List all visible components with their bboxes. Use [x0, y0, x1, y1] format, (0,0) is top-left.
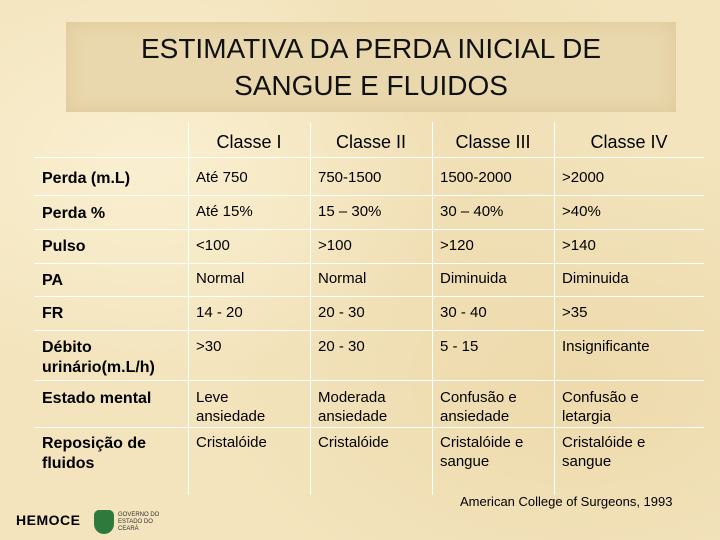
- table-cell: 20 - 30: [318, 338, 365, 355]
- table-cell: Até 15%: [196, 203, 253, 220]
- source-citation: American College of Surgeons, 1993: [460, 494, 673, 509]
- table-cell: Cristalóide: [196, 434, 267, 451]
- column-divider: [310, 122, 311, 495]
- table-cell: >35: [562, 304, 588, 321]
- table-cell: Leve ansiedade: [196, 389, 266, 425]
- row-label: FR: [42, 305, 64, 322]
- table-cell: <100: [196, 237, 230, 254]
- column-divider: [554, 122, 555, 495]
- table-cell: Até 750: [196, 169, 248, 186]
- table-cell: 5 - 15: [440, 338, 479, 355]
- header-classe-2: Classe II: [335, 132, 407, 152]
- row-label: Perda %: [42, 205, 106, 222]
- table-cell: >2000: [562, 169, 605, 186]
- table-cell: >30: [196, 338, 222, 355]
- table-cell: Cristalóide: [318, 434, 389, 451]
- table-cell: Moderada ansiedade: [318, 389, 388, 425]
- table-cell: >140: [562, 237, 596, 254]
- title-line-2: SANGUE E FLUIDOS: [234, 70, 508, 101]
- table-cell: >100: [318, 237, 352, 254]
- footer-logos: [10, 508, 160, 536]
- table-cell: Confusão e ansiedade: [440, 389, 517, 425]
- table-cell: Diminuida: [440, 270, 507, 287]
- row-divider: [34, 229, 704, 230]
- row-label: Pulso: [42, 238, 86, 255]
- row-label: Estado mental: [42, 390, 152, 407]
- government-logo: GOVERNO DO ESTADO DO CEARÁ: [118, 512, 160, 532]
- table-cell: Cristalóide e sangue: [440, 434, 524, 470]
- row-divider: [34, 195, 704, 196]
- table-cell: >120: [440, 237, 474, 254]
- table-cell: Cristalóide e sangue: [562, 434, 646, 470]
- title-box: [66, 22, 676, 112]
- row-divider: [34, 157, 704, 158]
- page-title: [101, 30, 641, 104]
- table-cell: 30 - 40: [440, 304, 487, 321]
- row-label: Reposição de fluidos: [42, 435, 147, 472]
- row-divider: [34, 427, 704, 428]
- table-cell: Normal: [318, 270, 367, 287]
- header-classe-3: Classe III: [455, 132, 531, 152]
- state-seal-icon: [94, 510, 114, 534]
- blood-loss-table: [34, 122, 704, 495]
- table-cell: Diminuida: [562, 270, 629, 287]
- title-line-1: ESTIMATIVA DA PERDA INICIAL DE: [140, 33, 602, 64]
- row-divider: [34, 263, 704, 264]
- row-divider: [34, 330, 704, 331]
- row-label: Perda (m.L): [42, 170, 131, 187]
- header-classe-4: Classe IV: [590, 132, 668, 152]
- table-cell: 750-1500: [318, 169, 382, 186]
- row-label: Débito urinário(m.L/h): [42, 339, 155, 376]
- table-cell: >40%: [562, 203, 601, 220]
- table-cell: 15 – 30%: [318, 203, 382, 220]
- row-divider: [34, 296, 704, 297]
- table-cell: Confusão e letargia: [562, 389, 639, 425]
- table-cell: Normal: [196, 270, 245, 287]
- row-divider: [34, 380, 704, 381]
- hemoce-logo: HEMOCE: [16, 512, 81, 528]
- header-classe-1: Classe I: [216, 132, 282, 152]
- column-divider: [432, 122, 433, 495]
- table-cell: Insignificante: [562, 338, 650, 355]
- table-cell: 20 - 30: [318, 304, 365, 321]
- table-cell: 30 – 40%: [440, 203, 504, 220]
- table-cell: 1500-2000: [440, 169, 512, 186]
- table-cell: 14 - 20: [196, 304, 243, 321]
- row-label: PA: [42, 272, 64, 289]
